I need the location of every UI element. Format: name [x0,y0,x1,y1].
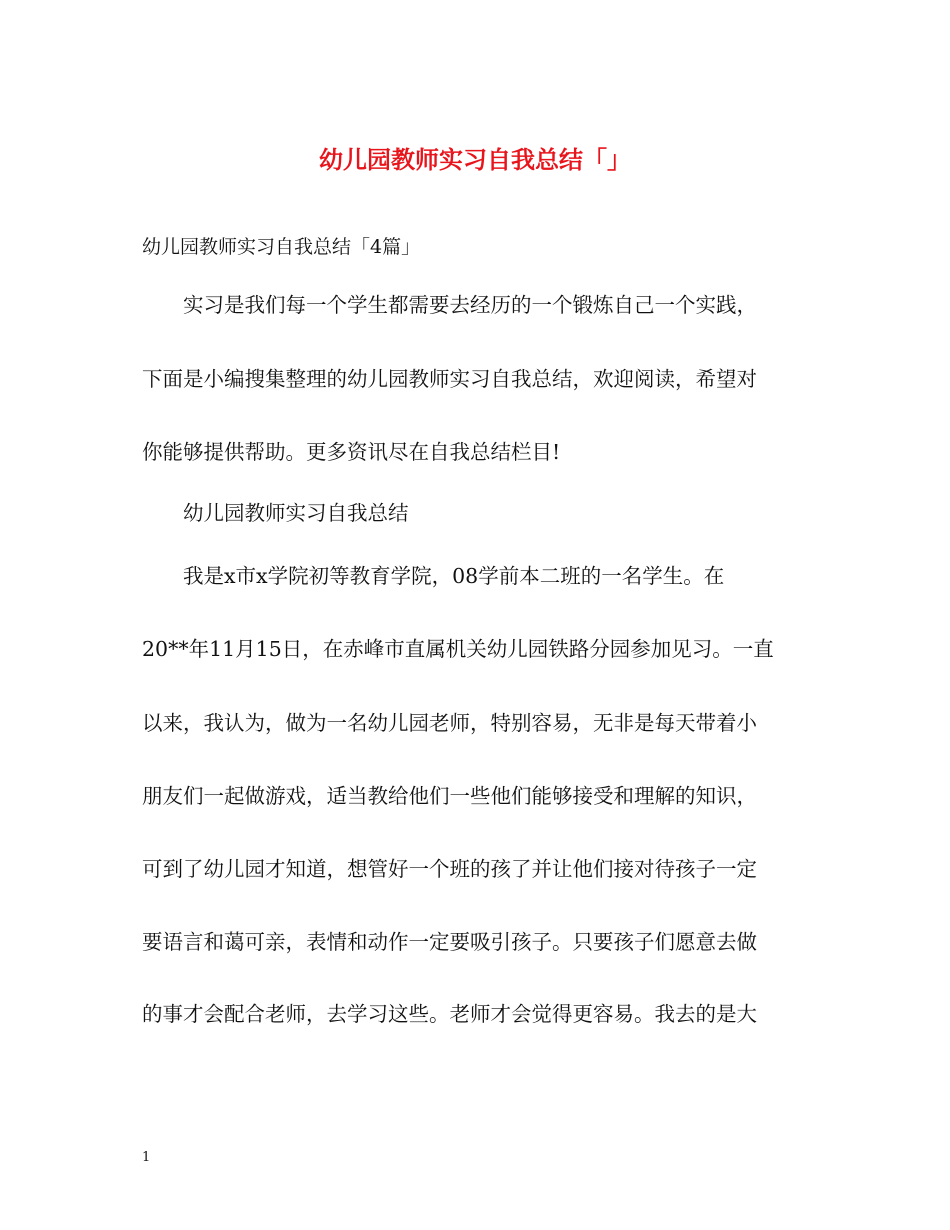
paragraph-line: 的事才会配合老师，去学习这些。老师才会觉得更容易。我去的是大 [142,1002,757,1026]
document-subtitle: 幼儿园教师实习自我总结「4篇」 [142,236,421,258]
paragraph-line: 以来，我认为，做为一名幼儿园老师，特别容易，无非是每天带着小 [142,711,757,735]
paragraph-line: 要语言和蔼可亲，表情和动作一定要吸引孩子。只要孩子们愿意去做 [142,930,757,954]
paragraph-line: 我是x市x学院初等教育学院，08学前本二班的一名学生。在 [183,564,725,588]
section-heading: 幼儿园教师实习自我总结 [183,501,409,525]
paragraph-line: 下面是小编搜集整理的幼儿园教师实习自我总结，欢迎阅读，希望对 [142,367,757,391]
paragraph-line: 实习是我们每一个学生都需要去经历的一个锻炼自己一个实践， [183,293,757,317]
paragraph-line: 可到了幼儿园才知道，想管好一个班的孩了并让他们接对待孩子一定 [142,857,757,881]
document-title: 幼儿园教师实习自我总结「」 [319,145,631,174]
paragraph-line: 你能够提供帮助。更多资讯尽在自我总结栏目! [142,440,561,464]
paragraph-line: 20**年11月15日，在赤峰市直属机关幼儿园铁路分园参加见习。一直 [142,637,774,661]
page-number: 1 [142,1150,151,1165]
paragraph-line: 朋友们一起做游戏，适当教给他们一些他们能够接受和理解的知识， [142,784,757,808]
